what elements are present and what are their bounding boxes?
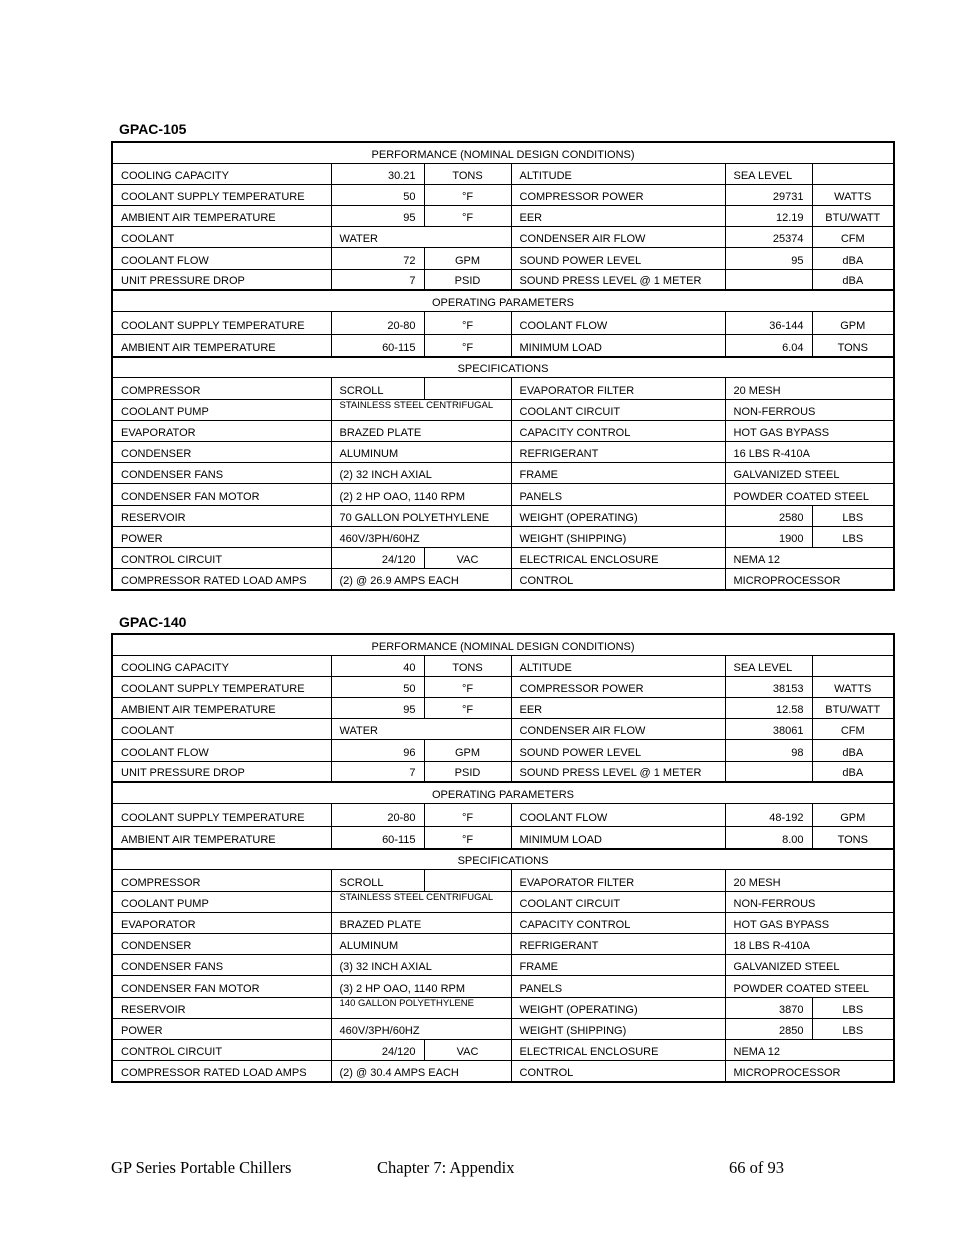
row-value: POWDER COATED STEEL (725, 976, 894, 997)
table-row (112, 955, 894, 976)
row-label: PANELS (511, 976, 725, 997)
row-unit: CFM (812, 719, 894, 740)
row-label: CONDENSER (112, 933, 331, 954)
row-unit: dBA (812, 248, 894, 269)
row-label: RESERVOIR (112, 505, 331, 526)
table-row (112, 740, 894, 761)
row-unit: LBS (812, 1018, 894, 1039)
row-value: 12.19 (725, 206, 812, 227)
row-label: COMPRESSOR POWER (511, 184, 725, 205)
row-label: COOLANT SUPPLY TEMPERATURE (112, 804, 331, 827)
row-value: 70 GALLON POLYETHYLENE (331, 505, 511, 526)
row-unit: GPM (812, 312, 894, 335)
table-row (112, 976, 894, 997)
row-label: CONDENSER FANS (112, 463, 331, 484)
row-label: REFRIGERANT (511, 933, 725, 954)
table-row (112, 997, 894, 1018)
row-label: EVAPORATOR FILTER (511, 378, 725, 399)
row-value: GALVANIZED STEEL (725, 955, 894, 976)
row-label: CAPACITY CONTROL (511, 912, 725, 933)
row-label: EER (511, 698, 725, 719)
row-unit: VAC (424, 547, 511, 568)
row-value: SCROLL (331, 870, 424, 891)
row-label: MINIMUM LOAD (511, 334, 725, 357)
row-value: SCROLL (331, 378, 424, 399)
table-row (112, 891, 894, 912)
table-row (112, 912, 894, 933)
section-header: SPECIFICATIONS (112, 357, 894, 378)
row-label: WEIGHT (OPERATING) (511, 997, 725, 1018)
row-value: 8.00 (725, 826, 812, 849)
row-unit (424, 870, 511, 891)
row-label: ELECTRICAL ENCLOSURE (511, 547, 725, 568)
model-title-gpac-105: GPAC-105 (119, 121, 187, 137)
row-label: EVAPORATOR (112, 420, 331, 441)
row-label: AMBIENT AIR TEMPERATURE (112, 206, 331, 227)
row-label: COOLANT FLOW (511, 312, 725, 335)
section-header: PERFORMANCE (NOMINAL DESIGN CONDITIONS) (112, 634, 894, 655)
table-row (112, 227, 894, 248)
row-label: CONDENSER FAN MOTOR (112, 484, 331, 505)
row-value: 50 (331, 184, 424, 205)
row-value: MICROPROCESSOR (725, 569, 894, 590)
row-value: 460V/3PH/60HZ (331, 1018, 511, 1039)
table-row (112, 804, 894, 827)
row-unit: TONS (424, 655, 511, 676)
row-label: COOLANT SUPPLY TEMPERATURE (112, 676, 331, 697)
row-label: ELECTRICAL ENCLOSURE (511, 1039, 725, 1060)
row-value: 24/120 (331, 1039, 424, 1060)
table-row (112, 1039, 894, 1060)
row-unit: LBS (812, 526, 894, 547)
row-unit: LBS (812, 505, 894, 526)
row-unit: GPM (424, 740, 511, 761)
row-value: ALUMINUM (331, 933, 511, 954)
table-row (112, 870, 894, 891)
row-value: MICROPROCESSOR (725, 1061, 894, 1082)
table-row (112, 933, 894, 954)
row-label: REFRIGERANT (511, 441, 725, 462)
row-value: 96 (331, 740, 424, 761)
row-label: CAPACITY CONTROL (511, 420, 725, 441)
row-label: COOLANT (112, 227, 331, 248)
row-value: 6.04 (725, 334, 812, 357)
table-row (112, 1018, 894, 1039)
footer-document-title: GP Series Portable Chillers (111, 1158, 292, 1177)
row-label: COOLING CAPACITY (112, 163, 331, 184)
row-unit: TONS (812, 334, 894, 357)
row-value: 36-144 (725, 312, 812, 335)
row-value: 20 MESH (725, 378, 894, 399)
table-row (112, 676, 894, 697)
row-value: (3) 32 INCH AXIAL (331, 955, 511, 976)
row-unit: PSID (424, 269, 511, 290)
row-value: 95 (725, 248, 812, 269)
row-label: COOLANT PUMP (112, 891, 331, 912)
spec-table-gpac-105 (111, 141, 895, 591)
row-unit: °F (424, 676, 511, 697)
row-label: CONDENSER FAN MOTOR (112, 976, 331, 997)
row-label: SOUND PRESS LEVEL @ 1 METER (511, 269, 725, 290)
row-value: (3) 2 HP OAO, 1140 RPM (331, 976, 511, 997)
row-value: 16 LBS R-410A (725, 441, 894, 462)
row-label: AMBIENT AIR TEMPERATURE (112, 698, 331, 719)
row-value: 98 (725, 740, 812, 761)
row-label: COOLANT SUPPLY TEMPERATURE (112, 312, 331, 335)
table-row (112, 163, 894, 184)
row-label: COMPRESSOR RATED LOAD AMPS (112, 1061, 331, 1082)
row-label: WEIGHT (SHIPPING) (511, 1018, 725, 1039)
table-row (112, 505, 894, 526)
row-label: AMBIENT AIR TEMPERATURE (112, 826, 331, 849)
row-unit (812, 163, 894, 184)
row-value: 48-192 (725, 804, 812, 827)
row-value: 38153 (725, 676, 812, 697)
row-value: WATER (331, 719, 511, 740)
row-label: SOUND POWER LEVEL (511, 740, 725, 761)
row-unit: °F (424, 698, 511, 719)
operating-parameters-header (112, 290, 894, 311)
row-value: 30.21 (331, 163, 424, 184)
row-unit: dBA (812, 761, 894, 782)
row-label: FRAME (511, 463, 725, 484)
model-title-gpac-140: GPAC-140 (119, 614, 187, 630)
row-value: 140 GALLON POLYETHYLENE (331, 997, 511, 1018)
row-unit: BTU/WATT (812, 698, 894, 719)
row-value: BRAZED PLATE (331, 420, 511, 441)
row-label: CONTROL (511, 569, 725, 590)
section-header: SPECIFICATIONS (112, 849, 894, 870)
row-label: CONDENSER AIR FLOW (511, 719, 725, 740)
row-unit: °F (424, 312, 511, 335)
footer-chapter: Chapter 7: Appendix (377, 1158, 515, 1177)
row-value: 72 (331, 248, 424, 269)
row-label: CONDENSER (112, 441, 331, 462)
row-value (725, 761, 812, 782)
table-row (112, 826, 894, 849)
row-unit: dBA (812, 740, 894, 761)
row-label: EVAPORATOR (112, 912, 331, 933)
row-label: CONDENSER AIR FLOW (511, 227, 725, 248)
row-unit (812, 655, 894, 676)
table-row (112, 441, 894, 462)
row-value: (2) 32 INCH AXIAL (331, 463, 511, 484)
row-label: COMPRESSOR POWER (511, 676, 725, 697)
performance-header (112, 634, 894, 655)
row-label: ALTITUDE (511, 655, 725, 676)
row-unit: LBS (812, 997, 894, 1018)
table-row (112, 269, 894, 290)
row-label: PANELS (511, 484, 725, 505)
table-row (112, 526, 894, 547)
row-unit: GPM (812, 804, 894, 827)
row-value: SEA LEVEL (725, 655, 812, 676)
row-value (725, 269, 812, 290)
row-value: 60-115 (331, 334, 424, 357)
table-row (112, 484, 894, 505)
row-label: RESERVOIR (112, 997, 331, 1018)
row-unit: °F (424, 334, 511, 357)
table-row (112, 399, 894, 420)
row-label: COOLING CAPACITY (112, 655, 331, 676)
row-value: STAINLESS STEEL CENTRIFUGAL (331, 891, 511, 912)
row-unit: PSID (424, 761, 511, 782)
row-label: CONTROL CIRCUIT (112, 547, 331, 568)
row-label: ALTITUDE (511, 163, 725, 184)
row-value: 50 (331, 676, 424, 697)
row-label: WEIGHT (OPERATING) (511, 505, 725, 526)
table-row (112, 334, 894, 357)
row-label: SOUND PRESS LEVEL @ 1 METER (511, 761, 725, 782)
performance-header (112, 142, 894, 163)
table-row (112, 655, 894, 676)
row-value: 7 (331, 761, 424, 782)
row-value: 40 (331, 655, 424, 676)
row-value: STAINLESS STEEL CENTRIFUGAL (331, 399, 511, 420)
row-value: (2) @ 26.9 AMPS EACH (331, 569, 511, 590)
row-value: 25374 (725, 227, 812, 248)
row-label: POWER (112, 526, 331, 547)
table-row (112, 463, 894, 484)
row-label: COOLANT CIRCUIT (511, 399, 725, 420)
section-header: PERFORMANCE (NOMINAL DESIGN CONDITIONS) (112, 142, 894, 163)
table-row (112, 1061, 894, 1082)
row-value: 95 (331, 698, 424, 719)
row-value: 20-80 (331, 312, 424, 335)
row-unit: BTU/WATT (812, 206, 894, 227)
row-unit: °F (424, 826, 511, 849)
footer-page-number: 66 of 93 (729, 1158, 784, 1177)
table-row (112, 719, 894, 740)
row-label: COMPRESSOR (112, 870, 331, 891)
row-unit: °F (424, 804, 511, 827)
row-unit: WATTS (812, 184, 894, 205)
row-unit: VAC (424, 1039, 511, 1060)
row-unit: °F (424, 206, 511, 227)
row-label: CONTROL (511, 1061, 725, 1082)
row-value: 12.58 (725, 698, 812, 719)
row-unit: °F (424, 184, 511, 205)
row-value: 18 LBS R-410A (725, 933, 894, 954)
row-label: POWER (112, 1018, 331, 1039)
section-header: OPERATING PARAMETERS (112, 290, 894, 311)
operating-parameters-header (112, 782, 894, 803)
row-unit (424, 378, 511, 399)
row-label: EVAPORATOR FILTER (511, 870, 725, 891)
row-label: COMPRESSOR RATED LOAD AMPS (112, 569, 331, 590)
row-value: 60-115 (331, 826, 424, 849)
row-label: CONDENSER FANS (112, 955, 331, 976)
table-row (112, 184, 894, 205)
row-label: COOLANT FLOW (112, 740, 331, 761)
row-label: CONTROL CIRCUIT (112, 1039, 331, 1060)
row-unit: CFM (812, 227, 894, 248)
row-value: 20 MESH (725, 870, 894, 891)
row-value: HOT GAS BYPASS (725, 420, 894, 441)
spec-table-gpac-140 (111, 633, 895, 1083)
row-label: EER (511, 206, 725, 227)
table-row (112, 547, 894, 568)
row-value: (2) @ 30.4 AMPS EACH (331, 1061, 511, 1082)
row-value: 2580 (725, 505, 812, 526)
row-label: COOLANT (112, 719, 331, 740)
row-value: 1900 (725, 526, 812, 547)
table-row (112, 698, 894, 719)
row-value: HOT GAS BYPASS (725, 912, 894, 933)
row-label: UNIT PRESSURE DROP (112, 269, 331, 290)
table-row (112, 761, 894, 782)
row-value: SEA LEVEL (725, 163, 812, 184)
table-row (112, 206, 894, 227)
row-value: NEMA 12 (725, 547, 894, 568)
specifications-header (112, 357, 894, 378)
section-header: OPERATING PARAMETERS (112, 782, 894, 803)
row-value: NEMA 12 (725, 1039, 894, 1060)
row-value: POWDER COATED STEEL (725, 484, 894, 505)
row-value: BRAZED PLATE (331, 912, 511, 933)
row-label: COMPRESSOR (112, 378, 331, 399)
row-value: 7 (331, 269, 424, 290)
row-label: UNIT PRESSURE DROP (112, 761, 331, 782)
row-value: 24/120 (331, 547, 424, 568)
row-value: WATER (331, 227, 511, 248)
row-value: 2850 (725, 1018, 812, 1039)
row-value: 38061 (725, 719, 812, 740)
row-unit: WATTS (812, 676, 894, 697)
table-row (112, 569, 894, 590)
row-value: GALVANIZED STEEL (725, 463, 894, 484)
row-label: MINIMUM LOAD (511, 826, 725, 849)
row-label: SOUND POWER LEVEL (511, 248, 725, 269)
row-label: COOLANT FLOW (511, 804, 725, 827)
row-label: COOLANT SUPPLY TEMPERATURE (112, 184, 331, 205)
row-label: AMBIENT AIR TEMPERATURE (112, 334, 331, 357)
row-value: 460V/3PH/60HZ (331, 526, 511, 547)
row-value: 95 (331, 206, 424, 227)
row-label: COOLANT FLOW (112, 248, 331, 269)
row-unit: GPM (424, 248, 511, 269)
row-value: (2) 2 HP OAO, 1140 RPM (331, 484, 511, 505)
table-row (112, 378, 894, 399)
row-unit: TONS (812, 826, 894, 849)
specifications-header (112, 849, 894, 870)
row-value: NON-FERROUS (725, 891, 894, 912)
table-row (112, 420, 894, 441)
row-value: NON-FERROUS (725, 399, 894, 420)
row-value: 20-80 (331, 804, 424, 827)
row-label: WEIGHT (SHIPPING) (511, 526, 725, 547)
row-value: 3870 (725, 997, 812, 1018)
row-label: COOLANT PUMP (112, 399, 331, 420)
table-row (112, 248, 894, 269)
row-label: FRAME (511, 955, 725, 976)
table-row (112, 312, 894, 335)
row-value: 29731 (725, 184, 812, 205)
row-unit: TONS (424, 163, 511, 184)
row-unit: dBA (812, 269, 894, 290)
row-value: ALUMINUM (331, 441, 511, 462)
row-label: COOLANT CIRCUIT (511, 891, 725, 912)
